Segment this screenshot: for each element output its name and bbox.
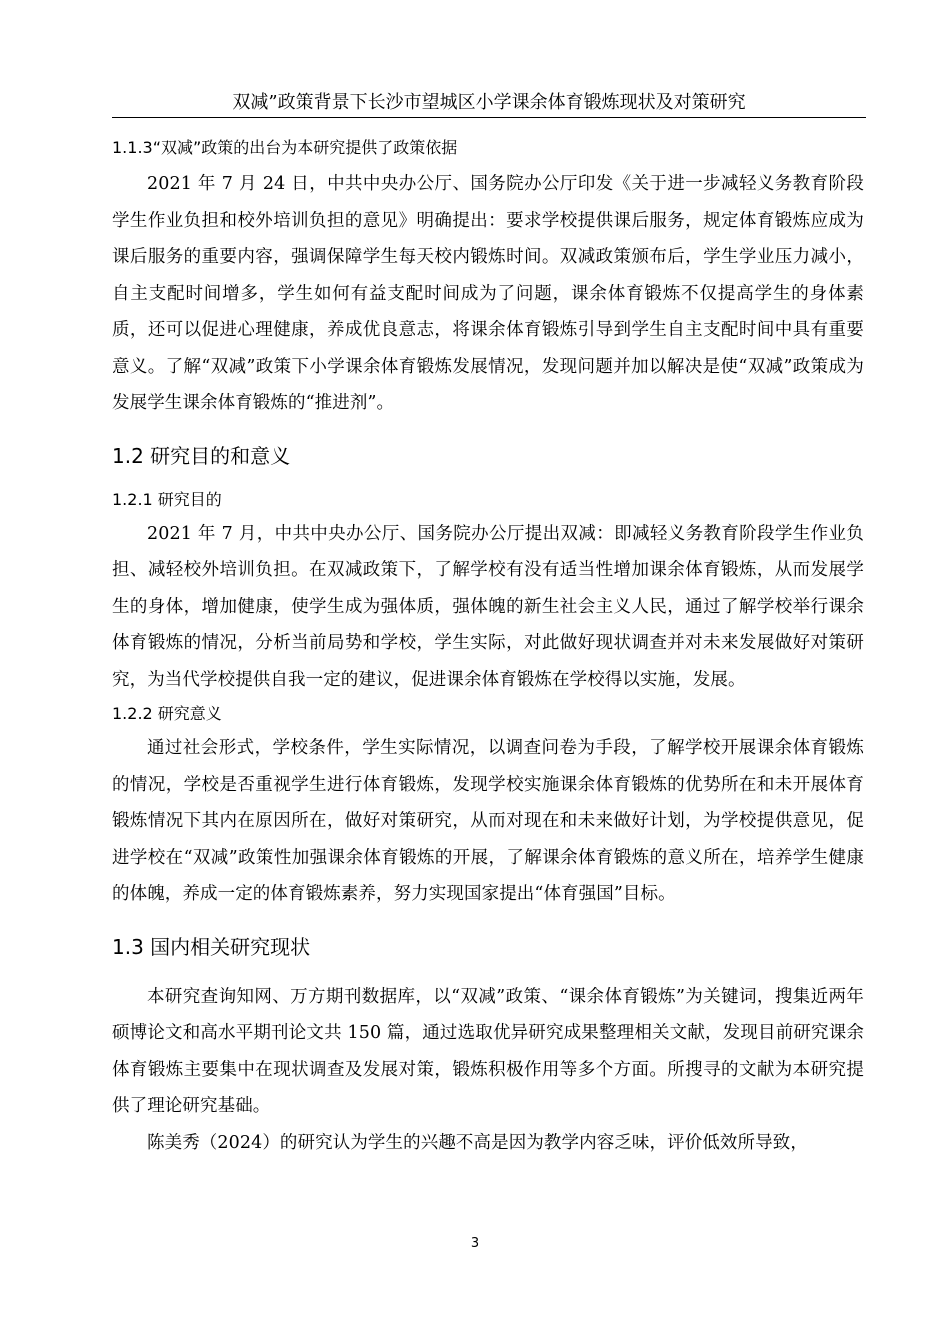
page-number: 3 (470, 1236, 480, 1251)
page-body (112, 132, 864, 1161)
section-heading-1-2: 1.2 研究目的和意义 (112, 443, 291, 468)
running-header: 双减”政策背景下长沙市望城区小学课余体育锻炼现状及对策研究 (232, 92, 746, 113)
subsection-heading-1-2-1: 1.2.1 研究目的 (112, 489, 222, 509)
paragraph-1-3-b: 陈美秀（2024）的研究认为学生的兴趣不高是因为教学内容乏味，评价低效所导致， (147, 1132, 808, 1153)
paragraph-1-2-1: 2021 年 7 月，中共中央办公厅、国务院办公厅提出双减：即减轻义务教育阶段学生作业负担、减轻校外培训负担。在双减政策下，了解学校有没有适当性增加课余体育锻炼，从而发展学生的身体，增加健康，使学生成为强体质，强体魄的新生社会主义人民，通过了解学校举行课余体育锻炼的情况，分析当前局势和学校，学生实际，对此做好现状调查并对未来发展做好对策研究，为当代学校提供自我一定的建议，促进课余体育锻炼在学校得以实施，发展。 (112, 523, 864, 690)
header-rule (112, 117, 866, 118)
paragraph-1-2-2: 通过社会形式，学校条件，学生实际情况，以调查问卷为手段，了解学校开展课余体育锻炼的情况，学校是否重视学生进行体育锻炼，发现学校实施课余体育锻炼的优势所在和未开展体育锻炼情况下其内在原因所在，做好对策研究，从而对现在和未来做好计划，为学校提供意见，促进学校在“双减”政策性加强课余体育锻炼的开展，了解课余体育锻炼的意义所在，培养学生健康的体魄，养成一定的体育锻炼素养，努力实现国家提出“体育强国”目标。 (112, 738, 864, 904)
subsection-heading-1-1-3: 1.1.3“双减”政策的出台为本研究提供了政策依据 (112, 138, 458, 157)
paragraph-1-1-3: 2021 年 7 月 24 日，中共中央办公厅、国务院办公厅印发《关于进一步减轻义务教育阶段学生作业负担和校外培训负担的意见》明确提出：要求学校提供课后服务，规定体育锻炼应成为课后服务的重要内容，强调保障学生每天校内锻炼时间。双减政策颁布后，学生学业压力减小，自主支配时间增多，学生如何有益支配时间成为了问题，课余体育锻炼不仅提高学生的身体素质，还可以促进心理健康，养成优良意志，将课余体育锻炼引导到学生自主支配时间中具有重要意义。了解“双减”政策下小学课余体育锻炼发展情况，发现问题并加以解决是使“双减”政策成为发展学生课余体育锻炼的“推进剂”。 (112, 174, 864, 413)
section-heading-1-3: 1.3 国内相关研究现状 (112, 934, 311, 959)
paragraph-1-3-a: 本研究查询知网、万方期刊数据库，以“双减”政策、“课余体育锻炼”为关键词，搜集近两年硕博论文和高水平期刊论文共 150 篇，通过选取优异研究成果整理相关文献，发现目前研究课余体育锻炼主要集中在现状调查及发展对策，锻炼积极作用等多个方面。所搜寻的文献为本研究提供了理论研究基础。 (112, 986, 864, 1116)
subsection-heading-1-2-2: 1.2.2 研究意义 (112, 704, 222, 723)
